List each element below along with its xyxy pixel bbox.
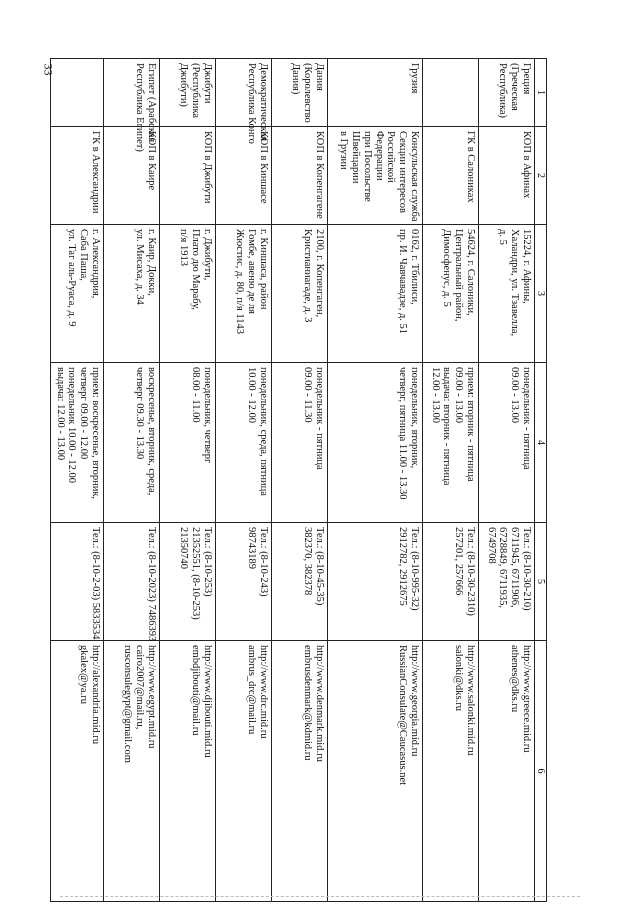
header-cell: 3 [534, 225, 546, 363]
phone-cell [478, 523, 534, 641]
table-row [271, 59, 327, 902]
hours-cell [50, 363, 103, 523]
cell-line: Джибути) [178, 63, 190, 107]
table-row [50, 59, 103, 902]
cell-line: КОП в Афинах [520, 131, 532, 199]
table-header-row [534, 59, 546, 902]
cell-line: КОП в Киншасе [257, 131, 269, 204]
office-cell [327, 127, 422, 225]
cell-line: 09.00 - 13.00 [509, 367, 521, 423]
office-cell [159, 127, 215, 225]
cell-line: Тел.: (8-10-45-35) [313, 527, 325, 606]
cell-line: понедельник - пятница [313, 367, 325, 470]
cell-line: http://www.denmark.mid.ru [313, 645, 325, 762]
cell-line: embdjibouti@mail.ru [190, 645, 202, 736]
country-cell [159, 59, 215, 127]
page-number: 33 [41, 63, 56, 76]
cell-line: ГК в Александрии [89, 131, 101, 214]
cell-line: Республика Египет) [134, 63, 146, 152]
cell-line: Федерации [373, 131, 385, 181]
table-row [422, 59, 478, 902]
hours-cell [422, 363, 478, 523]
cell-line: RussianConsulate@Caucasus.net [397, 645, 409, 786]
cell-line: 21350740 [178, 527, 190, 569]
cell-line: КОП в Копенгагене [313, 131, 325, 219]
cell-line: 98743189 [246, 527, 258, 569]
table-row [478, 59, 534, 902]
table-row [327, 59, 422, 902]
cell-line: прием: вторник - пятница [464, 367, 476, 482]
cell-line: 21352551, (8-10-253) [190, 527, 202, 620]
cell-line: http://www.djibouti.mid.ru [201, 645, 213, 758]
address-cell [50, 225, 103, 363]
contacts-cell [271, 641, 327, 902]
cell-line: Плато дю Марабу, [190, 229, 202, 311]
cell-line: Секции интересов [397, 131, 409, 213]
cell-line: Тел.: (8-10-30-210) [520, 527, 532, 611]
cell-line: Египет (Арабская [145, 63, 157, 143]
contacts-cell [103, 641, 159, 902]
cell-line: gkalex@ya.ru [78, 645, 90, 704]
cell-line: Тел.: (8-10-243) [257, 527, 269, 597]
cell-line: Грузия [408, 63, 420, 94]
cell-line: четверг 09.30 - 13.30 [134, 367, 146, 460]
address-cell [215, 225, 271, 363]
cell-line: Дания [313, 63, 325, 91]
address-cell [422, 225, 478, 363]
cell-line: 257201, 257666 [453, 527, 465, 596]
cell-line: Российской [385, 131, 397, 183]
phone-cell [327, 523, 422, 641]
table-row [215, 59, 271, 902]
cell-line: Тел.: (8-10-2023) 7486393 [145, 527, 157, 642]
cell-line: Гомбе, авеню де ля [246, 229, 258, 314]
country-cell [50, 59, 103, 127]
country-cell [103, 59, 159, 152]
rotated-table-wrapper [54, 58, 547, 901]
cell-line: прием: воскресенье, вторник, [89, 367, 101, 500]
cell-line: четверг, пятница 11.00 - 13.30 [397, 367, 409, 500]
cell-line: понедельник 10.00 - 12.00 [66, 367, 78, 484]
cell-line: ГК в Салониках [464, 131, 476, 203]
cell-line: 09.00 - 13.00 [453, 367, 465, 423]
cell-line: Республика) [497, 63, 509, 119]
office-cell [103, 127, 159, 225]
country-cell [422, 59, 478, 127]
cell-line: Греция [520, 63, 532, 95]
cell-line: 08.00 - 11.00 [190, 367, 202, 423]
office-cell [50, 127, 103, 225]
header-cell: 6 [534, 641, 546, 902]
cell-line: Тел.: (8-10-30-2310) [464, 527, 476, 616]
cell-line: Тел.: (8-10-2-03) 5833534 [89, 527, 101, 640]
header-cell: 1 [534, 59, 546, 127]
cell-line: пр. И. Чавчавадзе, д. 51 [397, 229, 409, 335]
cell-line: в Грузии [338, 131, 350, 170]
cell-line: 2912782, 2912675 [397, 527, 409, 606]
contacts-cell [50, 641, 103, 902]
cell-line: Джибути [201, 63, 213, 104]
cell-line: athenes@dks.ru [509, 645, 521, 713]
phone-cell [159, 523, 215, 641]
office-cell [422, 127, 478, 225]
address-cell [103, 225, 159, 363]
cell-line: 2100, г. Копенгаген, [313, 229, 325, 318]
cell-line: embrusdenmark@kdmid.ru [302, 645, 314, 761]
cell-line: salonki@dks.ru [453, 645, 465, 711]
table-row [103, 59, 159, 902]
hours-cell [478, 363, 534, 523]
cell-line: выдача: 12.00 - 13.00 [54, 367, 66, 461]
cell-line: 15224, г. Афины, [520, 229, 532, 304]
hours-cell [103, 363, 159, 523]
cell-line: понедельник, среда, пятница [257, 367, 269, 496]
cell-line: (Греческая [509, 63, 521, 111]
header-cell: 2 [534, 127, 546, 225]
cell-line: 6749708 [485, 527, 497, 564]
office-cell [271, 127, 327, 225]
cell-line: г. Александрия, [89, 229, 101, 299]
address-cell [159, 225, 215, 363]
office-cell [215, 127, 271, 225]
table-row [159, 59, 215, 902]
cell-line: понедельник, вторник, [408, 367, 420, 469]
scan-edge-line [60, 896, 580, 897]
cell-line: понедельник - пятница [520, 367, 532, 470]
phone-cell [271, 523, 327, 641]
cell-line: ул. Мисаха, д. 34 [134, 229, 146, 305]
contacts-cell [215, 641, 271, 902]
cell-line: Швейцарии [350, 131, 362, 184]
cell-line: КОП в Джибути [201, 131, 213, 204]
cell-line: д. 5 [497, 229, 509, 245]
cell-line: Демократическая [257, 63, 269, 142]
cell-line: г. Каир, Докки, [145, 229, 157, 296]
cell-line: г. Киншаса, район [257, 229, 269, 310]
country-cell [271, 59, 327, 127]
country-cell [327, 59, 422, 127]
cell-line: Халандри, ул. Тзавелла, [509, 229, 521, 337]
cell-line: 6728849, 6711935, [497, 527, 509, 608]
cell-line: четверг 09.00 - 12.00 [78, 367, 90, 460]
cell-line: Саба Паша, [78, 229, 90, 281]
cell-line: (Королевство [302, 63, 314, 123]
cell-line: воскресенье, вторник, среда, [145, 367, 157, 496]
cell-line: 0162, г. Тбилиси, [408, 229, 420, 305]
cell-line: cairo2007@mail.ru, [134, 645, 146, 730]
cell-line: http://www.georgia.mid.ru [408, 645, 420, 757]
cell-line: 6711945, 6711906, [509, 527, 521, 608]
cell-line: http://www.greece.mid.ru [520, 645, 532, 753]
cell-line: КОП в Каире [145, 131, 157, 191]
cell-line: выдача: вторник - пятница [441, 367, 453, 486]
cell-line: Республика Конго [246, 63, 258, 144]
cell-line: rusconsulegypt@gmail.com [122, 645, 134, 763]
address-cell [327, 225, 422, 363]
hours-cell [271, 363, 327, 523]
cell-line: ул. Таг аль-Руаса, д. 9 [66, 229, 78, 327]
cell-line: Димосфенус, д. 5 [441, 229, 453, 307]
cell-line: 54624, г. Салоники, [464, 229, 476, 316]
cell-line: http://www.drc.mid.ru [257, 645, 269, 739]
address-cell [478, 225, 534, 363]
table-body [50, 59, 546, 902]
cell-line: Тел.: (8-10-253) [201, 527, 213, 597]
cell-line: г. Джибути, [201, 229, 213, 281]
cell-line: п/я 1913 [178, 229, 190, 266]
phone-cell [422, 523, 478, 641]
contacts-cell [478, 641, 534, 902]
contacts-cell [422, 641, 478, 902]
cell-line: Тел.: (8-10-995-32) [408, 527, 420, 611]
cell-line: Жюстис, д. 80, п/я 1143 [234, 229, 246, 334]
cell-line: Консульская служба [408, 131, 420, 222]
cell-line: Кристианиагаде, д. 3 [302, 229, 314, 323]
country-cell [478, 59, 534, 127]
office-cell [478, 127, 534, 225]
cell-line: (Республика [190, 63, 202, 119]
cell-line: 09.00 - 11.30 [302, 367, 314, 423]
hours-cell [159, 363, 215, 523]
address-cell [271, 225, 327, 363]
cell-line: 10.00 - 12.00 [246, 367, 258, 423]
hours-cell [327, 363, 422, 523]
cell-line: 382370, 382378 [302, 527, 314, 596]
contacts-cell [327, 641, 422, 902]
header-cell: 5 [534, 523, 546, 641]
consulates-table [50, 58, 547, 902]
cell-line: Дания) [290, 63, 302, 95]
cell-line: http://www.egypt.mid.ru [145, 645, 157, 749]
country-cell [215, 59, 271, 144]
phone-cell [103, 523, 159, 641]
cell-line: Центральный район, [453, 229, 465, 322]
cell-line: http://alexandria.mid.ru [89, 645, 101, 745]
hours-cell [215, 363, 271, 523]
cell-line: 12.00 - 13.00 [429, 367, 441, 423]
cell-line: http://www.salonki.mid.ru [464, 645, 476, 756]
cell-line: при Посольстве [361, 131, 373, 202]
phone-cell [50, 523, 103, 641]
cell-line: ambrus_drc@mail.ru [246, 645, 258, 735]
contacts-cell [159, 641, 215, 902]
header-cell: 4 [534, 363, 546, 523]
cell-line: понедельник, четверг [201, 367, 213, 464]
phone-cell [215, 523, 271, 641]
